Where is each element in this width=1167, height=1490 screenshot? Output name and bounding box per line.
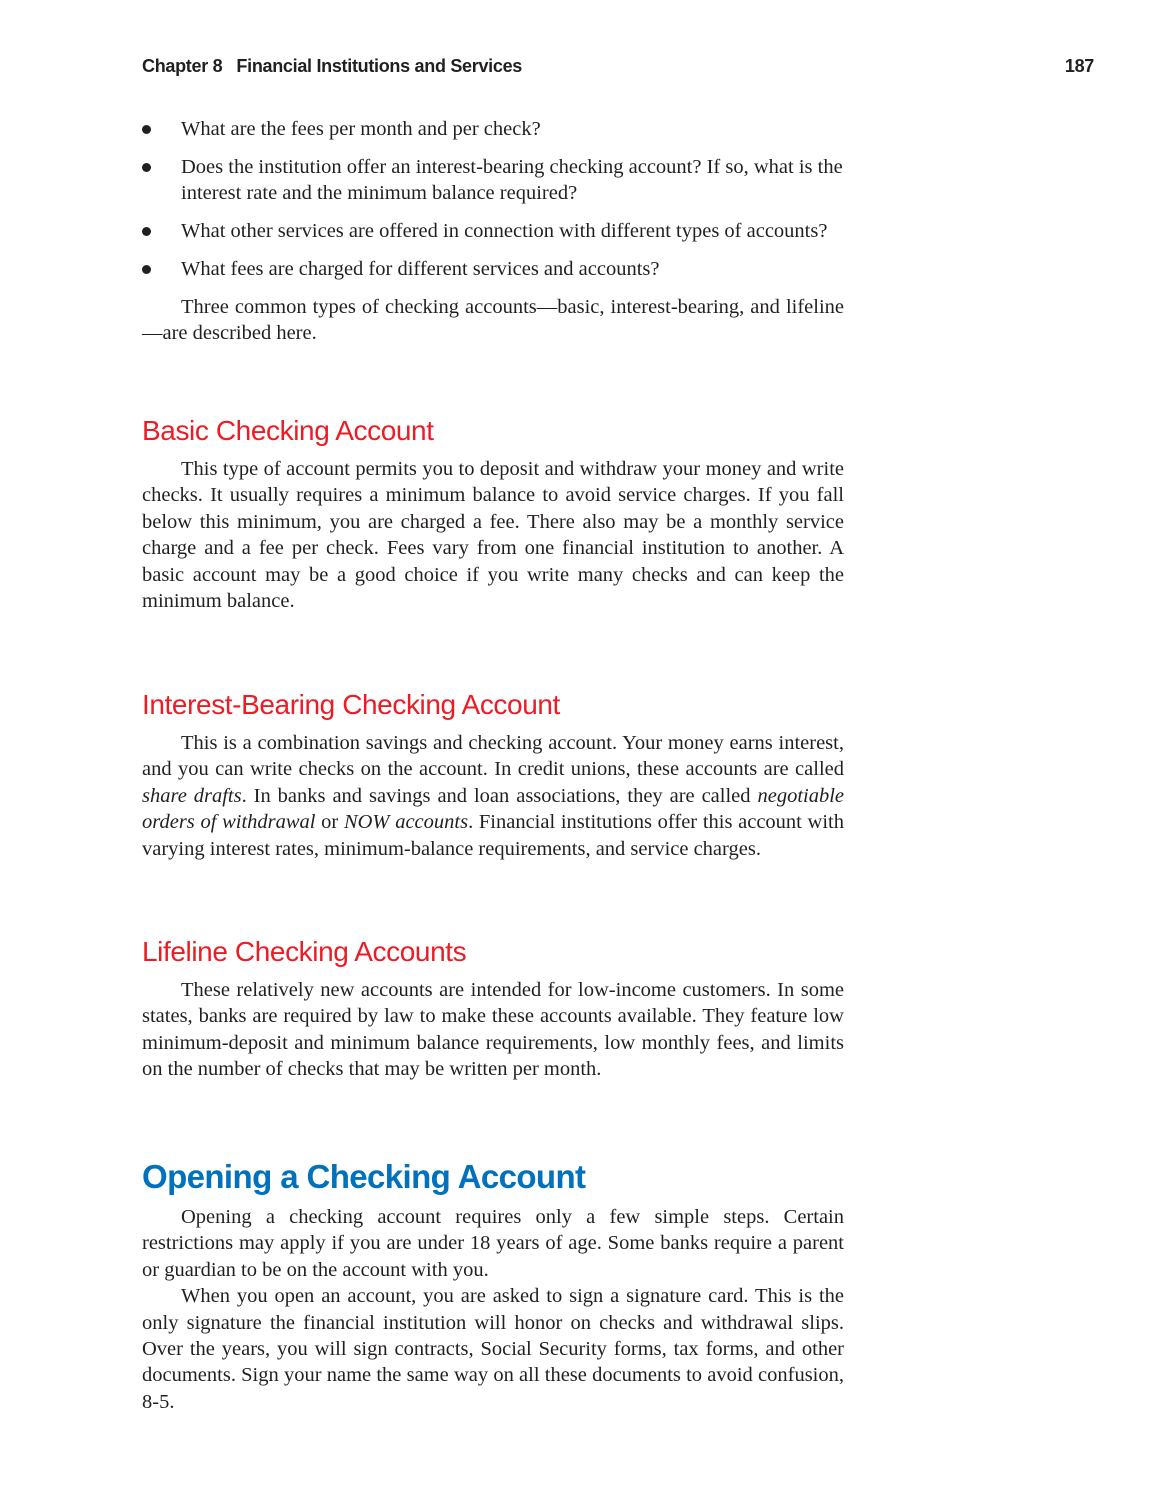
term-now-accounts: NOW accounts <box>343 811 469 834</box>
section-paragraph: Opening a checking account requires only a few simple steps. Certain restrictions may apply if you are under 18 years of age. Some banks require a parent or guardian to be on the account with you. <box>142 1206 844 1281</box>
bullet-icon <box>142 265 151 274</box>
bullet-icon <box>142 125 151 134</box>
intro-block <box>142 116 844 347</box>
section-opening-account <box>142 1158 844 1415</box>
list-item: What other services are offered in connection with different types of accounts? <box>142 218 844 244</box>
bullet-icon <box>142 227 151 236</box>
major-heading: Opening a Checking Account <box>142 1158 586 1195</box>
section-paragraph: This type of account permits you to deposit and withdraw your money and write checks. It usually requires a minimum balance to avoid service charges. If you fall below this minimum, you are charged a fee. There also may be a monthly service charge and a fee per check. Fees vary from one financial institution to another. A basic account may be a good choice if you write many checks and can keep the minimum balance. <box>142 458 844 613</box>
section-heading: Basic Checking Account <box>142 415 434 446</box>
term-negotiable-orders: negotiable orders of withdrawal <box>142 784 845 834</box>
running-header <box>142 56 1094 80</box>
list-item: What fees are charged for different services and accounts? <box>142 256 844 282</box>
section-interest-bearing <box>142 688 844 862</box>
list-item: What are the fees per month and per check? <box>142 116 844 142</box>
section-basic-checking <box>142 414 844 614</box>
section-heading: Interest-Bearing Checking Account <box>142 689 560 720</box>
question-list <box>142 116 844 283</box>
chapter-label: Chapter 8 Financial Institutions and Services <box>142 56 523 76</box>
term-share-drafts: share drafts <box>142 784 242 807</box>
intro-paragraph: Three common types of checking accounts—basic, interest-bearing, and lifeline—are described here. <box>142 296 844 345</box>
section-lifeline <box>142 935 844 1083</box>
list-item: Does the institution offer an interest-bearing checking account? If so, what is the interest rate and the minimum balance required? <box>142 154 844 207</box>
section-paragraph: When you open an account, you are asked to sign a signature card. This is the only signature the financial institution will honor on checks and withdrawal slips. Over the years, you will sign contracts, Social Security forms, tax forms, and other documents. Sign your name the same way on all these documents to avoid confusion, 8-5. <box>142 1285 844 1413</box>
section-heading: Lifeline Checking Accounts <box>142 936 467 967</box>
section-paragraph: These relatively new accounts are intended for low-income customers. In some states, banks are required by law to make these accounts available. They feature low minimum-deposit and minimum balance requirements, low monthly fees, and limits on the number of checks that may be written per month. <box>142 979 844 1081</box>
section-paragraph: This is a combination savings and checking account. Your money earns interest, and you can write checks on the account. In credit unions, these accounts are called share drafts. In banks and savings and loan associations, they are called negotiable orders of withdrawal or NOW accounts. Financial institutions offer this account with varying interest rates, minimum-balance requirements, and service charges. <box>142 732 845 860</box>
page-number: 187 <box>1064 56 1094 76</box>
bullet-icon <box>142 163 151 172</box>
